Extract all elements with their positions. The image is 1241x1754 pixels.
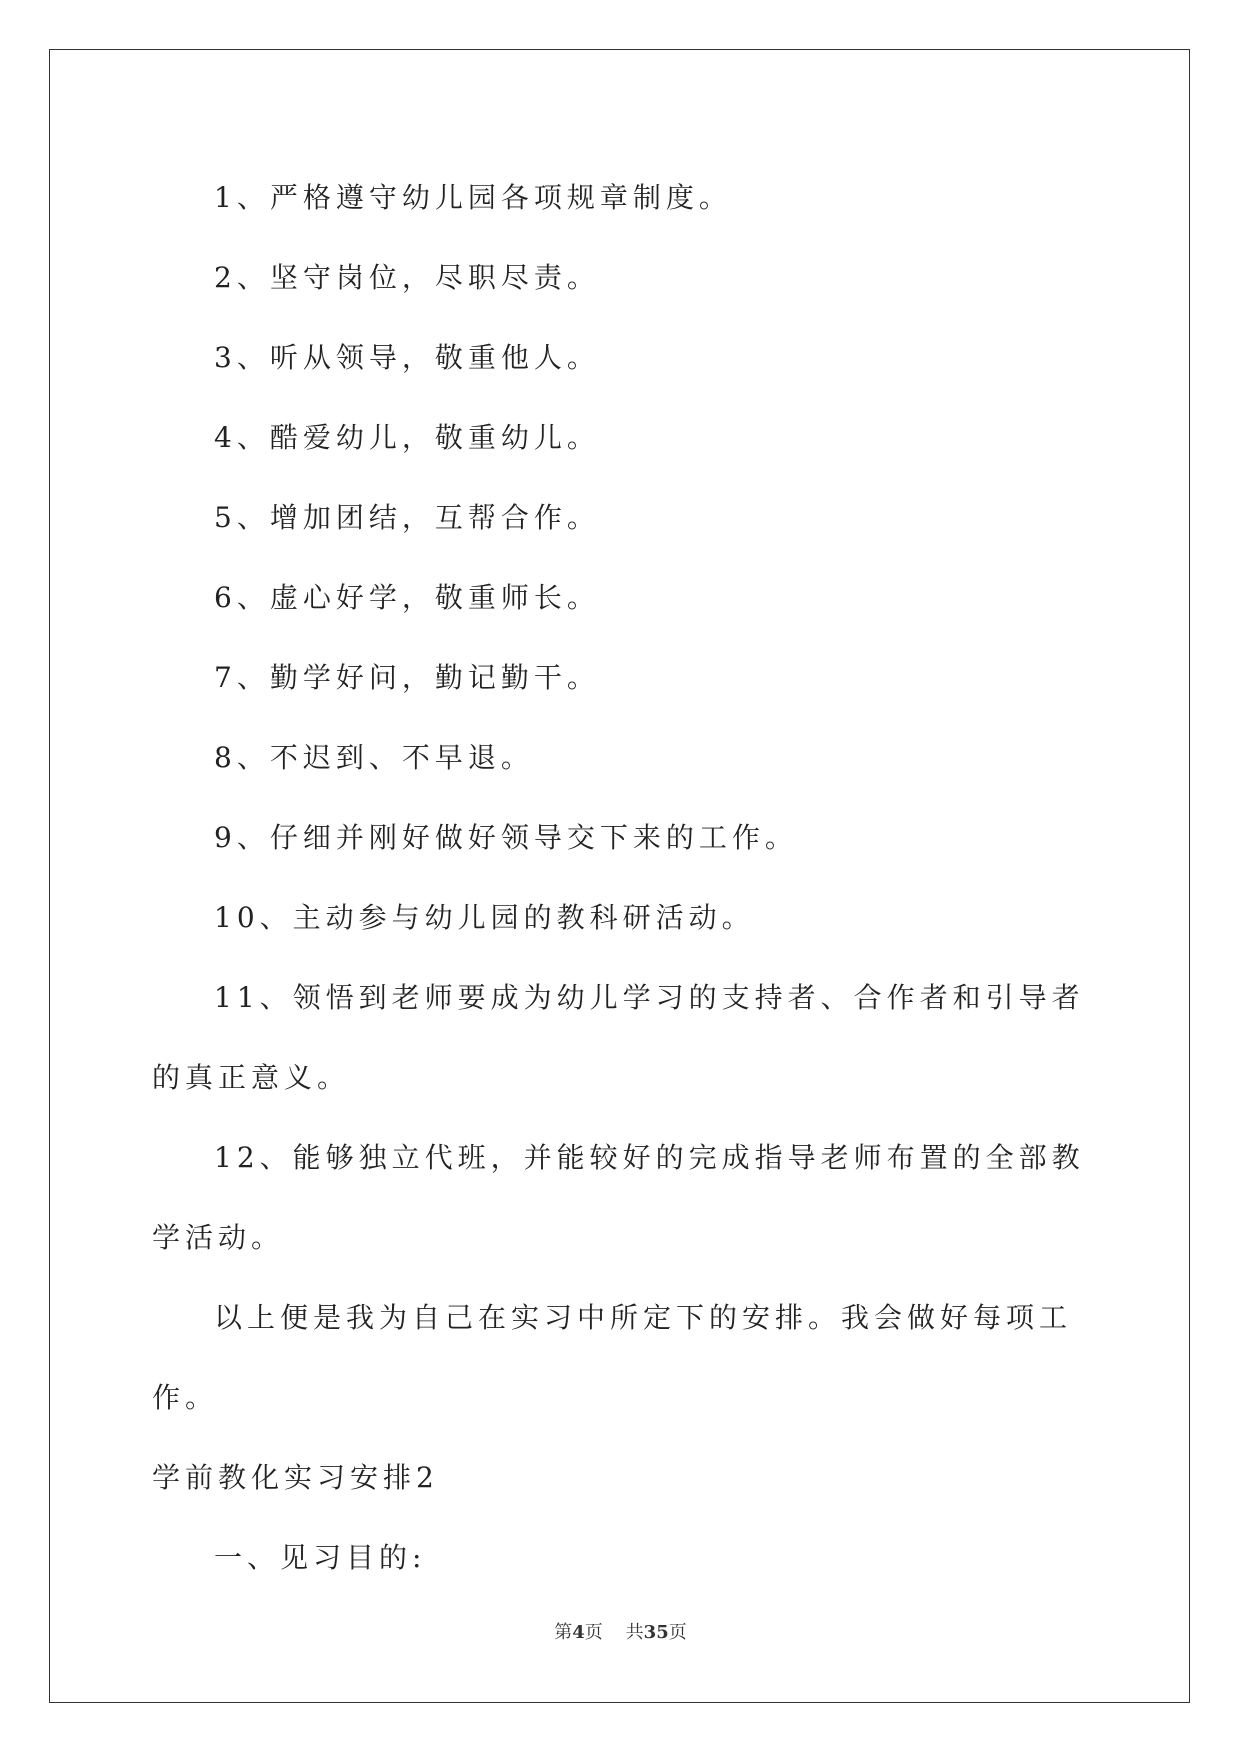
paragraph-rule-9: 9、仔细并刚好做好领导交下来的工作。 — [214, 821, 798, 854]
paragraph-rule-5: 5、增加团结，互帮合作。 — [214, 501, 600, 534]
paragraph-summary: 以上便是我为自己在实习中所定下的安排。我会做好每项工作。 — [152, 1301, 1073, 1414]
paragraph-rule-6: 6、虚心好学，敬重师长。 — [214, 581, 600, 614]
paragraph-rule-8: 8、不迟到、不早退。 — [214, 741, 534, 774]
footer-prefix: 第 — [554, 1622, 573, 1643]
footer-total-suffix: 页 — [668, 1622, 687, 1643]
section-title: 学前教化实习安排2 — [152, 1461, 439, 1494]
footer-total-pages: 35 — [643, 1622, 669, 1643]
footer-total-prefix: 共 — [625, 1622, 644, 1643]
paragraph-rule-10: 10、主动参与幼儿园的教科研活动。 — [214, 901, 755, 934]
paragraph-rule-2: 2、坚守岗位，尽职尽责。 — [214, 261, 600, 294]
paragraph-rule-4: 4、酷爱幼儿，敬重幼儿。 — [214, 421, 600, 454]
page-footer — [0, 1618, 1241, 1644]
paragraph-rule-1: 1、严格遵守幼儿园各项规章制度。 — [214, 181, 732, 214]
paragraph-rule-11: 11、领悟到老师要成为幼儿学习的支持者、合作者和引导者的真正意义。 — [152, 981, 1085, 1094]
footer-page-word: 页 — [584, 1622, 603, 1643]
paragraph-rule-12: 12、能够独立代班，并能较好的完成指导老师布置的全部教学活动。 — [152, 1141, 1085, 1254]
document-body — [152, 158, 1088, 1598]
paragraph-rule-3: 3、听从领导，敬重他人。 — [214, 341, 600, 374]
footer-current-page: 4 — [572, 1622, 585, 1643]
subheading: 一、见习目的: — [214, 1541, 427, 1574]
paragraph-rule-7: 7、勤学好问，勤记勤干。 — [214, 661, 600, 694]
